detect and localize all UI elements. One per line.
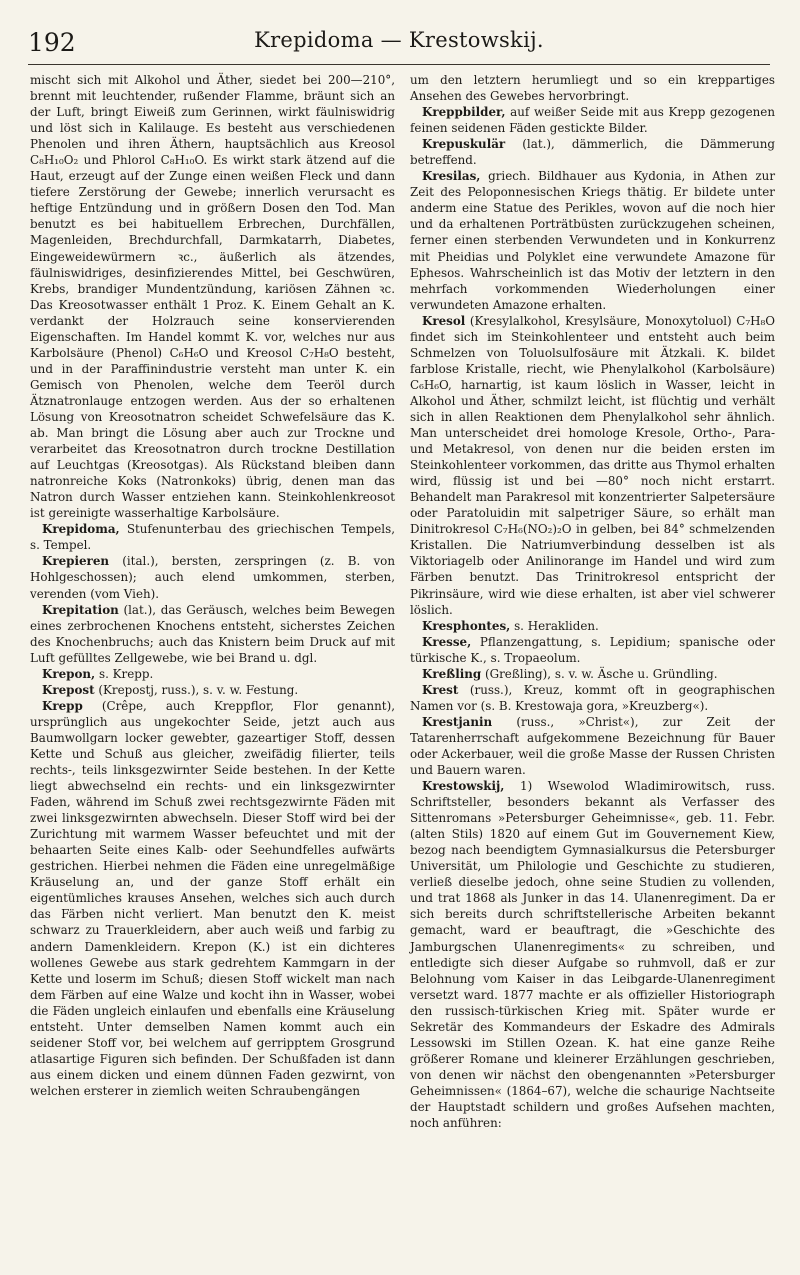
dictionary-entry: [30, 698, 395, 1099]
entry-text: s. Krepp.: [95, 666, 154, 681]
dictionary-entry: [410, 682, 775, 714]
page-number: 192: [28, 28, 76, 57]
entry-text: Pflanzengattung, s. Lepidium; spanische oder türkische K., s. Tropaeolum.: [410, 634, 775, 665]
entry-headword: Krestjanin: [422, 714, 493, 729]
entry-headword: Kresse,: [422, 634, 472, 649]
entry-headword: Kreppbilder,: [422, 105, 506, 120]
entry-headword: Krepp: [42, 698, 83, 713]
entry-text: (Crêpe, auch Kreppflor, Flor genannt), ursprünglich aus ungekochter Seide, jetzt auch aus Baumwollgarn locker gewebter, gazeartiger Stoff, dessen Kette und Schuß aus gleicher, zweifädig filierter, teils rechts-, teils linksgezwirnter Seide bestehen. In der Kette liegt abwechselnd ein rechts- und ein linksgezwirnter Faden, während im Schuß zwei rechtsgezwirnte Fäden mit zwei linksgezwirnten abwechseln. Dieser Stoff wird bei der Zurichtung mit warmem Wasser befeuchtet und mit der behaarten Seite eines Kalb- oder Seehundfelles aufwärts gestrichen. Hierbei nehmen die Fäden eine unregelmäßige Kräuselung an, und der ganze Stoff erhält ein eigentümliches krauses Ansehen, welches sich auch durch das Färben nicht verliert. Man benutzt den K. meist schwarz zu Trauerkleidern, aber auch weiß und farbig zu andern Damenkleidern. Krepon (K.) ist ein dichteres wollenes Gewebe aus stark gedrehtem Kammgarn in der Kette und loserm im Schuß; diesen Stoff wickelt man nach dem Färben auf eine Walze und kocht ihn in Wasser, wobei die Fäden ungleich einlaufen und ebenfalls eine Kräuselung entsteht. Unter demselben Namen kommt auch ein seidener Stoff vor, bei welchem auf gerripptem Grosgrund atlasartige Figuren sich befinden. Der Schußfaden ist dann aus einem dicken und einem dünnen Faden gezwirnt, von welchen ersterer in ziemlich weiten Schraubengängen: [30, 698, 395, 1098]
entry-headword: Kreßling: [422, 666, 482, 681]
entry-text: griech. Bildhauer aus Kydonia, in Athen zur Zeit des Peloponnesischen Kriegs thätig. Er bildete unter anderm eine Statue des Perikles, wovon auf die noch hier und da erhaltenen Porträtbüsten zurückzugehen scheinen, ferner einen sterbenden Verwundeten und in Konkurrenz mit Pheidias und Polyklet eine verwundete Amazone für Ephesos. Wahrscheinlich ist das Motiv der letztern in den mehrfach vorkommenden Wiederholungen einer verwundeten Amazone erhalten.: [410, 169, 775, 312]
entry-text: 1) Wsewolod Wladimirowitsch, russ. Schriftsteller, besonders bekannt als Verfasser des Sittenromans »Petersburger Geheimnisse«, geb. 11. Febr. (alten Stils) 1820 auf einem Gut im Gouvernement Kiew, bezog nach beendigtem Gymnasialkursus die Petersburger Universität, um Philologie und Geschichte zu studieren, verließ dieselbe jedoch, ohne seine Studien zu vollenden, und trat 1868 als Junker in das 14. Ulanenregiment. Da er sich bereits durch schriftstellerische Arbeiten bekannt gemacht, ward er beauftragt, die »Geschichte des Jamburgschen Ulanenregiments« zu schreiben, und entledigte sich dieser Aufgabe so ruhmvoll, daß er zur Belohnung vom Kaiser in das Leibgarde-Ulanenregiment versetzt ward. 1877 machte er als offizieller Historiograph den russisch-türkischen Krieg mit. Später wurde er Sekretär des Kommandeurs der Eskadre des Admirals Lessowski im Stillen Ozean. K. hat eine ganze Reihe größerer Romane und kleinerer Erzählungen geschrieben, von denen wir nächst den obengenannten »Petersburger Geheimnissen« (1864–67), welche die schaurige Nachtseite der Hauptstadt schildern und großes Aufsehen machten, noch anführen:: [410, 779, 775, 1131]
entry-text: (ital.), bersten, zerspringen (z. B. von Hohlgeschossen); auch elend umkommen, sterben, verenden (vom Vieh).: [30, 554, 395, 601]
entry-headword: Kresilas,: [422, 169, 481, 184]
dictionary-entry: [410, 778, 775, 1131]
entry-text: Stufenunterbau des griechischen Tempels, s. Tempel.: [30, 522, 395, 553]
entry-text: s. Herakliden.: [510, 618, 599, 633]
running-title: Krepidoma — Krestowskij.: [254, 28, 544, 52]
dictionary-entry: [30, 602, 395, 666]
dictionary-entry: [30, 521, 395, 553]
entry-headword: Kresphontes,: [422, 618, 511, 633]
entry-headword: Kresol: [422, 313, 466, 328]
entry-headword: Krepitation: [42, 602, 119, 617]
dictionary-entry: [30, 553, 395, 601]
entry-headword: Krestowskij,: [422, 779, 505, 794]
entry-headword: Krepost: [42, 682, 95, 697]
entry-headword: Krepieren: [42, 554, 110, 569]
dictionary-entry: [410, 313, 775, 618]
entry-text: (Greßling), s. v. w. Äsche u. Gründling.: [481, 666, 718, 681]
right-column: [410, 72, 775, 1131]
entry-text: (lat.), dämmerlich, die Dämmerung betreffend.: [410, 137, 775, 168]
page-header: [28, 24, 770, 58]
dictionary-entry: [30, 666, 395, 682]
left-column: [30, 72, 395, 1099]
entry-headword: Krepidoma,: [42, 522, 120, 537]
entry-text: (Krepostj, russ.), s. v. w. Festung.: [94, 682, 299, 697]
entry-text: (russ.), Kreuz, kommt oft in geographischen Namen vor (s. B. Krestowaja gora, »Kreuzberg«).: [410, 682, 775, 713]
dictionary-entry: [410, 634, 775, 666]
dictionary-entry: [410, 104, 775, 136]
dictionary-entry: [410, 618, 775, 634]
continued-text: um den letztern herumliegt und so ein kreppartiges Ansehen des Gewebes hervorbringt.: [410, 73, 775, 104]
entry-text: (russ., »Christ«), zur Zeit der Tatarenherrschaft aufgekommene Bezeichnung für Bauer oder Ackerbauer, weil die große Masse der Russen Christen und Bauern waren.: [410, 714, 775, 778]
entry-headword: Krepon,: [42, 666, 96, 681]
dictionary-entry: [410, 168, 775, 312]
header-rule: [28, 64, 770, 65]
dictionary-entry: [410, 714, 775, 778]
dictionary-entry: [410, 136, 775, 168]
continued-text: mischt sich mit Alkohol und Äther, siedet bei 200—210°, brennt mit leuchtender, rußender Flamme, bräunt sich an der Luft, bringt Eiweiß zum Gerinnen, wirkt fäulniswidrig und löst sich in Kalilauge. Es besteht aus verschiedenen Phenolen und ihren Äthern, hauptsächlich aus Kreosol C₈H₁₀O₂ und Phlorol C₈H₁₀O. Es wirkt stark ätzend auf die Haut, erzeugt auf der Zunge einen weißen Fleck und dann tiefere Zerstörung der Gewebe; innerlich verursacht es heftige Entzündung und in größern Dosen den Tod. Man benutzt es bei habituellem Erbrechen, Durchfällen, Magenleiden, Brechdurchfall, Darmkatarrh, Diabetes, Eingeweidewürmern ꝛc., äußerlich als ätzendes, fäulniswidriges, desinfizierendes Mittel, bei Geschwüren, Krebs, brandiger Mundentzündung, kariösen Zähnen ꝛc. Das Kreosotwasser enthält 1 Proz. K. Einem Gehalt an K. verdankt der Holzrauch seine konservierenden Eigenschaften. Im Handel kommt K. vor, welches nur aus Karbolsäure (Phenol) C₆H₆O und Kreosol C₇H₈O besteht, und in der Paraffinindustrie versteht man unter K. ein Gemisch von Phenolen, welche dem Teeröl durch Ätznatronlauge entzogen werden. Aus der so erhaltenen Lösung von Kreosotnatron scheidet Schwefelsäure das K. ab. Man bringt die Lösung aber auch zur Trockne und verarbeitet das Kreosotnatron durch trockne Destillation auf Leuchtgas (Kreosotgas). Als Rückstand bleiben dann natronreiche Koks (Natronkoks) übrig, denen man das Natron durch Wasser entziehen kann. Steinkohlenkreosot ist gereinigte wasserhaltige Karbolsäure.: [30, 73, 395, 521]
entry-text: (lat.), das Geräusch, welches beim Bewegen eines zerbrochenen Knochens entsteht, sicherstes Zeichen des Knochenbruchs; auch das Knistern beim Druck auf mit Luft gefülltes Zellgewebe, wie bei Brand u. dgl.: [30, 602, 395, 665]
entry-headword: Krest: [422, 682, 459, 697]
entry-headword: Krepuskulär: [422, 137, 506, 152]
dictionary-entry: [30, 682, 395, 698]
dictionary-entry: [410, 666, 775, 682]
entry-text: auf weißer Seide mit aus Krepp gezogenen feinen seidenen Fäden gestickte Bilder.: [410, 105, 775, 136]
entry-text: (Kresylalkohol, Kresylsäure, Monoxytoluol) C₇H₈O findet sich im Steinkohlenteer und entsteht auch beim Schmelzen von Toluolsulfosäure mit Ätzkali. K. bildet farblose Kristalle, riecht, wie Phenylalkohol (Karbolsäure) C₆H₆O, harnartig, ist kaum löslich in Wasser, leicht in Alkohol und Äther, schmilzt leicht, ist flüchtig und verhält sich in allen Reaktionen dem Phenylalkohol sehr ähnlich. Man unterscheidet drei homologe Kresole, Ortho-, Para- und Metakresol, von denen nur die beiden ersten im Steinkohlenteer vorkommen, das dritte aus Thymol erhalten wird, flüssig ist und bei —80° noch nicht erstarrt. Behandelt man Parakresol mit konzentrierter Salpetersäure oder Paratoluidin mit salpetriger Säure, so erhält man Dinitrokresol C₇H₆(NO₂)₂O in gelben, bei 84° schmelzenden Kristallen. Die Natriumverbindung desselben ist als Viktoriagelb oder Anilinorange im Handel und wird zum Färben benutzt. Das Trinitrokresol entspricht der Pikrinsäure, wird wie diese erhalten, ist aber viel schwerer löslich.: [410, 313, 775, 617]
